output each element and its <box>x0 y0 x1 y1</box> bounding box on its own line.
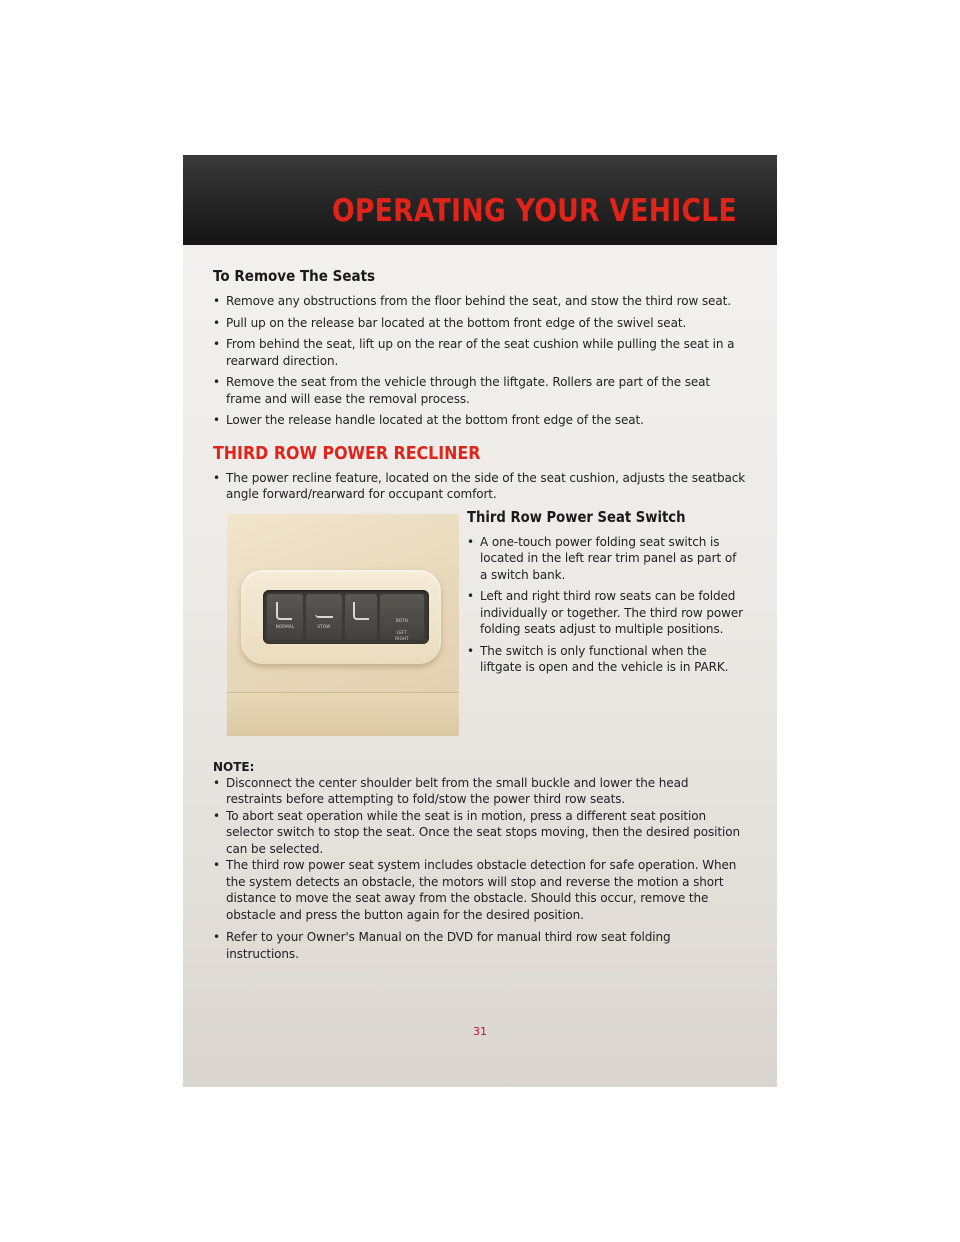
remove-seats-heading: To Remove The Seats <box>213 267 376 285</box>
page-number: 31 <box>473 1025 487 1038</box>
list-item: • From behind the seat, lift up on the rear of the seat cushion while pulling the seat in a rearward direction. <box>213 336 747 369</box>
list-item: • Remove any obstructions from the floor behind the seat, and stow the third row seat. <box>213 293 747 310</box>
seat-recline-icon <box>353 602 369 620</box>
list-item: • A one-touch power folding seat switch is located in the left rear trim panel as part of a switch bank. <box>467 534 747 584</box>
switch-list <box>467 534 747 676</box>
seat-fold-icon <box>315 610 333 618</box>
switch-label: LEFT <box>396 629 408 635</box>
note-list <box>213 775 747 963</box>
switch-label: STOW <box>317 623 331 629</box>
list-item: • Disconnect the center shoulder belt from the small buckle and lower the head restraints before attempting to fold/stow the power third row seats. <box>213 775 747 808</box>
switch-text <box>467 508 747 681</box>
recliner-list <box>213 470 747 503</box>
list-item: • Refer to your Owner's Manual on the DVD for manual third row seat folding instructions. <box>213 929 747 962</box>
remove-seats-list <box>213 293 747 429</box>
recliner-heading: THIRD ROW POWER RECLINER <box>213 442 481 464</box>
list-item: • The power recline feature, located on the side of the seat cushion, adjusts the seatback angle forward/rearward for occupant comfort. <box>213 470 747 503</box>
switch-heading: Third Row Power Seat Switch <box>467 507 686 526</box>
page-title: OPERATING YOUR VEHICLE <box>331 193 737 229</box>
list-item: • To abort seat operation while the seat is in motion, press a different seat position selector switch to stop the seat. Once the seat stops moving, then the desired position can be selected. <box>213 808 747 858</box>
cargo-floor <box>227 692 459 736</box>
side-select-switch <box>380 594 424 640</box>
page-header <box>183 155 777 245</box>
normal-switch <box>267 594 303 640</box>
switch-label: NORMAL <box>275 623 295 629</box>
recline-switch <box>345 594 377 640</box>
page-content <box>213 267 747 962</box>
switch-label: BOTH <box>395 617 409 623</box>
list-item: • Left and right third row seats can be folded individually or together. The third row power folding seats adjust to multiple positions. <box>467 588 747 638</box>
list-item: • Remove the seat from the vehicle through the liftgate. Rollers are part of the seat frame and will ease the removal process. <box>213 374 747 407</box>
list-item: • Lower the release handle located at the bottom front edge of the seat. <box>213 412 747 429</box>
list-item: • The switch is only functional when the liftgate is open and the vehicle is in PARK. <box>467 643 747 676</box>
note-block <box>213 760 747 963</box>
list-item: • Pull up on the release bar located at the bottom front edge of the swivel seat. <box>213 315 747 332</box>
seat-upright-icon <box>276 602 292 620</box>
stow-switch <box>306 594 342 640</box>
note-label: NOTE: <box>213 759 255 774</box>
switch-label: RIGHT <box>395 635 409 641</box>
seat-switch-photo <box>227 514 459 736</box>
list-item: • The third row power seat system includes obstacle detection for safe operation. When the system detects an obstacle, the motors will stop and reverse the motion a short distance to move the seat away from the obstacle. Should this occur, remove the obstacle and press the button again for the desired position. <box>213 857 747 923</box>
switch-section <box>213 508 747 734</box>
manual-page <box>183 155 777 1087</box>
